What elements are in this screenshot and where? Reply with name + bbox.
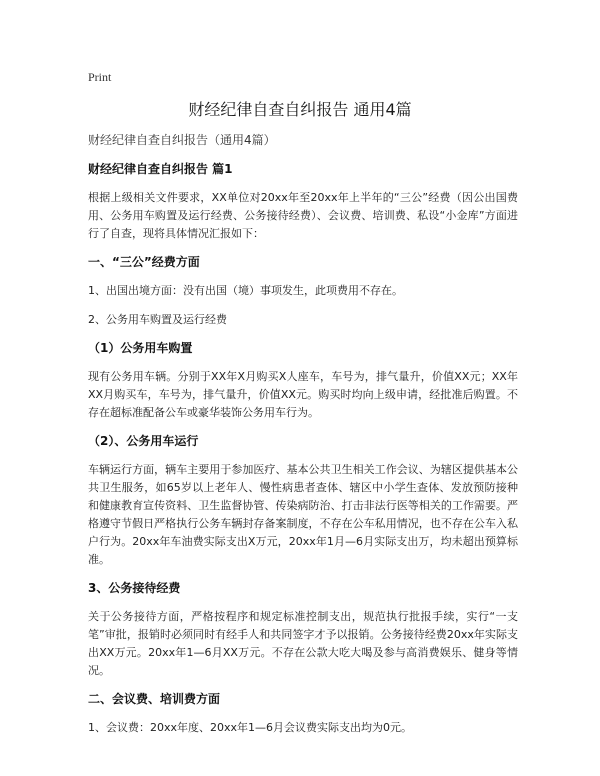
document-body [88, 132, 518, 748]
part-heading: 财经纪律自查自纠报告 篇1 [88, 162, 233, 176]
subsection-heading-car-operation: （2）、公务用车运行 [88, 434, 199, 448]
subsection-heading-reception: 3、公务接待经费 [88, 581, 181, 595]
paragraph-car-purchase: 现有公务用车辆。分别于XX年X月购买X人座车，车号为，排气量升，价值XX元；XX年XX月购买车，车号为，排气量升，价值XX元。购买时均向上级申请，经批准后购置。不存在超标准配备公车或豪华装饰公务用车行为。 [88, 370, 518, 419]
section-heading-sangong: 一、“三公”经费方面 [88, 255, 200, 269]
paragraph-reception: 关于公务接待方面，严格按程序和规定标准控制支出，规范执行批报手续，实行“一支笔”审批，报销时必须同时有经手人和共同签字才予以报销。公务接待经费20xx年实际支出XX万元。20xx年1—6月XX万元。不存在公款大吃大喝及参与高消费娱乐、健身等情况。 [88, 610, 518, 677]
section-heading-meeting-training: 二、会议费、培训费方面 [88, 692, 221, 706]
document-title: 财经纪律自查自纠报告 通用4篇 [188, 100, 412, 119]
print-label[interactable]: Print [88, 70, 112, 84]
paragraph-overseas: 1、出国出境方面：没有出国（境）事项发生，此项费用不存在。 [88, 284, 403, 297]
subsection-heading-car-purchase: （1）公务用车购置 [88, 341, 193, 355]
paragraph-meeting-fee: 1、会议费：20xx年度、20xx年1—6月会议费实际支出均为0元。 [88, 721, 413, 734]
paragraph-official-car: 2、公务用车购置及运行经费 [88, 313, 227, 326]
paragraph-car-operation: 车辆运行方面，辆车主要用于参加医疗、基本公共卫生相关工作会议、为辖区提供基本公共卫生服务，如65岁以上老年人、慢性病患者查体、辖区中小学生查体、发放预防接种和健康教育宣传资料、卫生监督协管、传染病防治、打击非法行医等相关的工作需要。严格遵守节假日严格执行公务车辆封存备案制度，不存在公车私用情况，也不存在公车入私户行为。20xx年车油费实际支出X万元，20xx年1月—6月实际支出万，均未超出预算标准。 [88, 463, 518, 566]
intro-paragraph: 根据上级相关文件要求，XX单位对20xx年至20xx年上半年的“三公”经费（因公出国费用、公务用车购置及运行经费、公务接待经费）、会议费、培训费、私设“小金库”方面进行了自查，现将具体情况汇报如下： [88, 191, 518, 240]
document-subtitle: 财经纪律自查自纠报告（通用4篇） [88, 133, 276, 147]
